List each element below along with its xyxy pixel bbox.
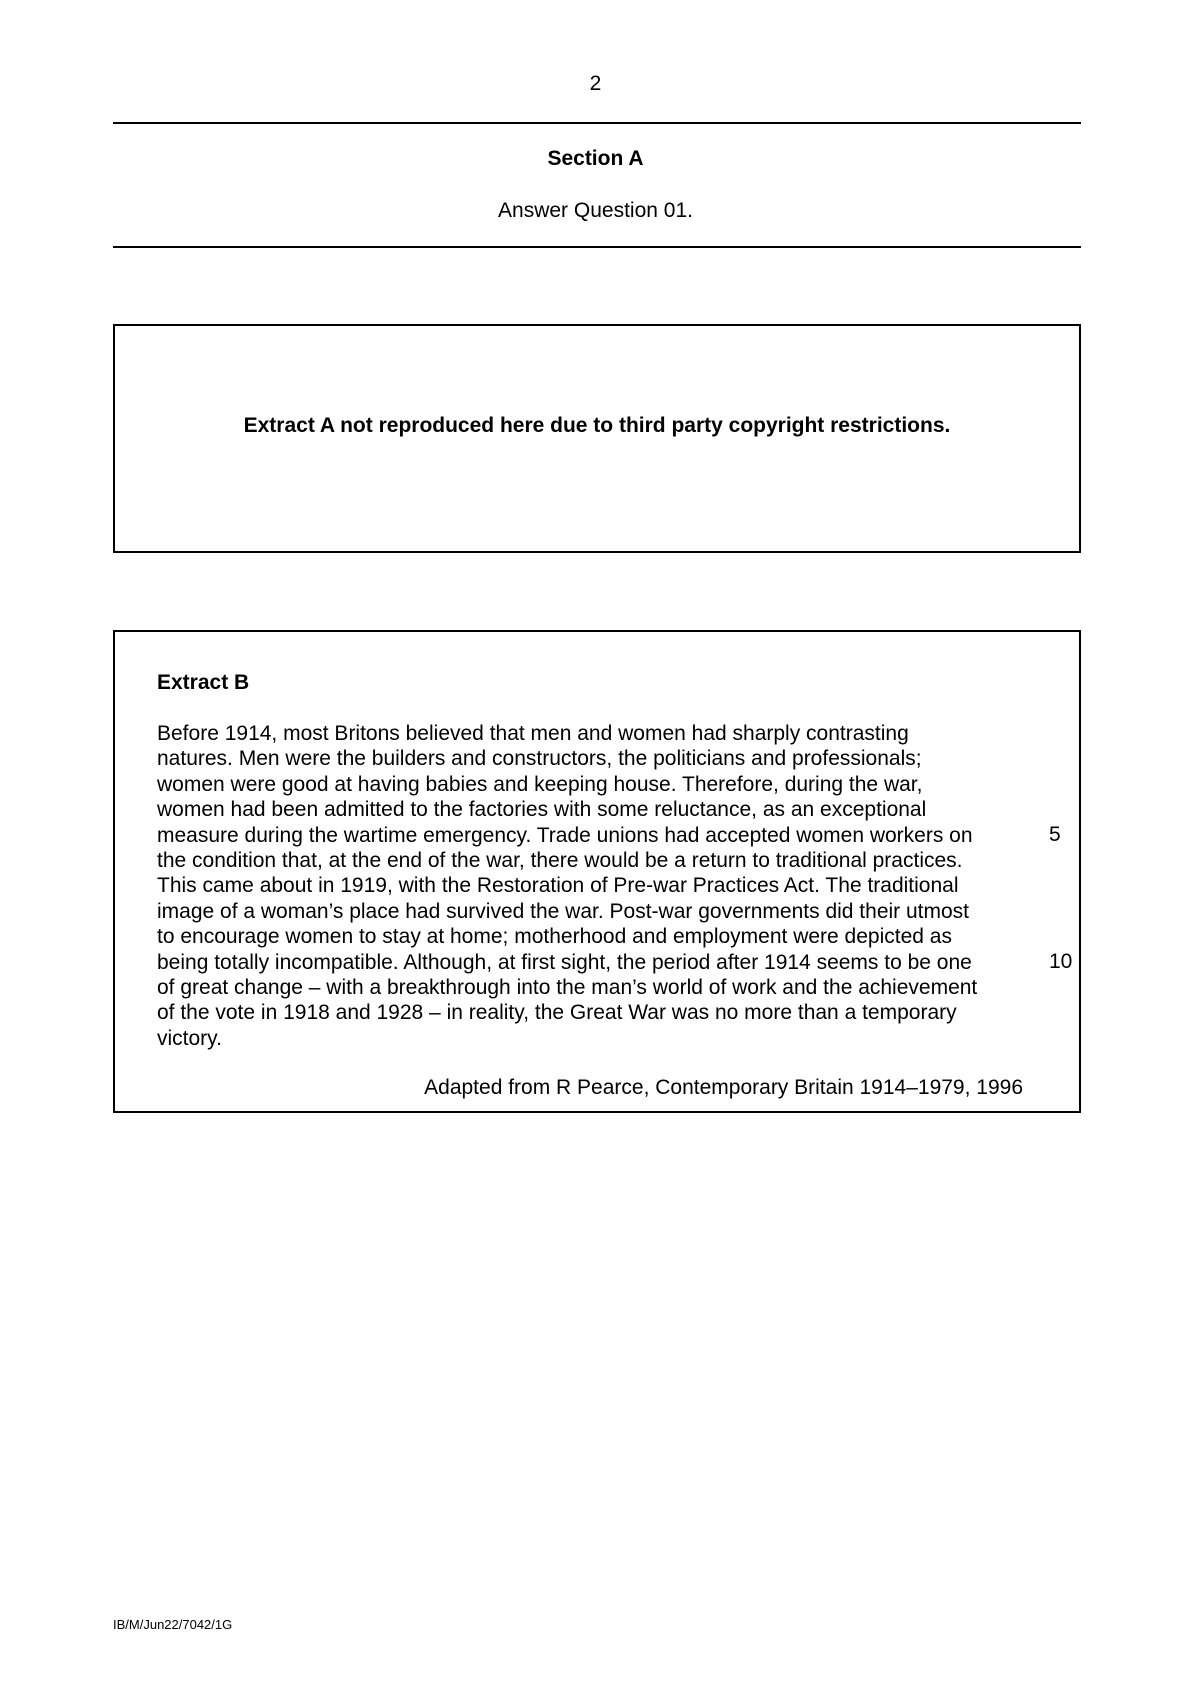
footer-reference-code: IB/M/Jun22/7042/1G: [113, 1617, 233, 1632]
extract-b-box: [113, 630, 1081, 1113]
section-instruction: Answer Question 01.: [498, 199, 693, 222]
extract-a-copyright-notice: Extract A not reproduced here due to third party copyright restrictions.: [243, 414, 951, 437]
extract-b-body: [157, 721, 1017, 1051]
extract-line: of the vote in 1918 and 1928 – in reality, the Great War was no more than a temporary: [157, 1001, 957, 1025]
extract-b-title: Extract B: [157, 671, 250, 694]
top-divider: [113, 122, 1081, 124]
extract-line: natures. Men were the builders and constructors, the politicians and professionals;: [157, 747, 922, 771]
line-number-5: 5: [1049, 823, 1061, 846]
extract-line: women had been admitted to the factories with some reluctance, as an exceptional: [157, 798, 927, 822]
extract-line: the condition that, at the end of the war, there would be a return to traditional practices.: [157, 849, 963, 873]
extract-line: to encourage women to stay at home; motherhood and employment were depicted as: [157, 925, 952, 949]
extract-line: This came about in 1919, with the Restoration of Pre-war Practices Act. The traditional: [157, 874, 959, 898]
extract-b-attribution: Adapted from R Pearce, Contemporary Britain 1914–1979, 1996: [424, 1076, 1023, 1099]
line-number-10: 10: [1049, 950, 1073, 973]
extract-line: being totally incompatible. Although, at first sight, the period after 1914 seems to be one: [157, 950, 972, 974]
extract-line: Before 1914, most Britons believed that men and women had sharply contrasting: [157, 722, 909, 745]
page-number: 2: [589, 72, 602, 95]
bottom-divider: [113, 246, 1081, 248]
extract-line: women were good at having babies and keeping house. Therefore, during the war,: [157, 772, 923, 796]
section-title: Section A: [547, 147, 644, 170]
extract-line: victory.: [157, 1026, 222, 1050]
extract-a-box: [113, 324, 1081, 553]
extract-line: image of a woman’s place had survived the war. Post-war governments did their utmost: [157, 899, 970, 923]
extract-line: of great change – with a breakthrough into the man’s world of work and the achievement: [157, 976, 978, 1000]
extract-line: measure during the wartime emergency. Trade unions had accepted women workers on: [157, 823, 973, 847]
